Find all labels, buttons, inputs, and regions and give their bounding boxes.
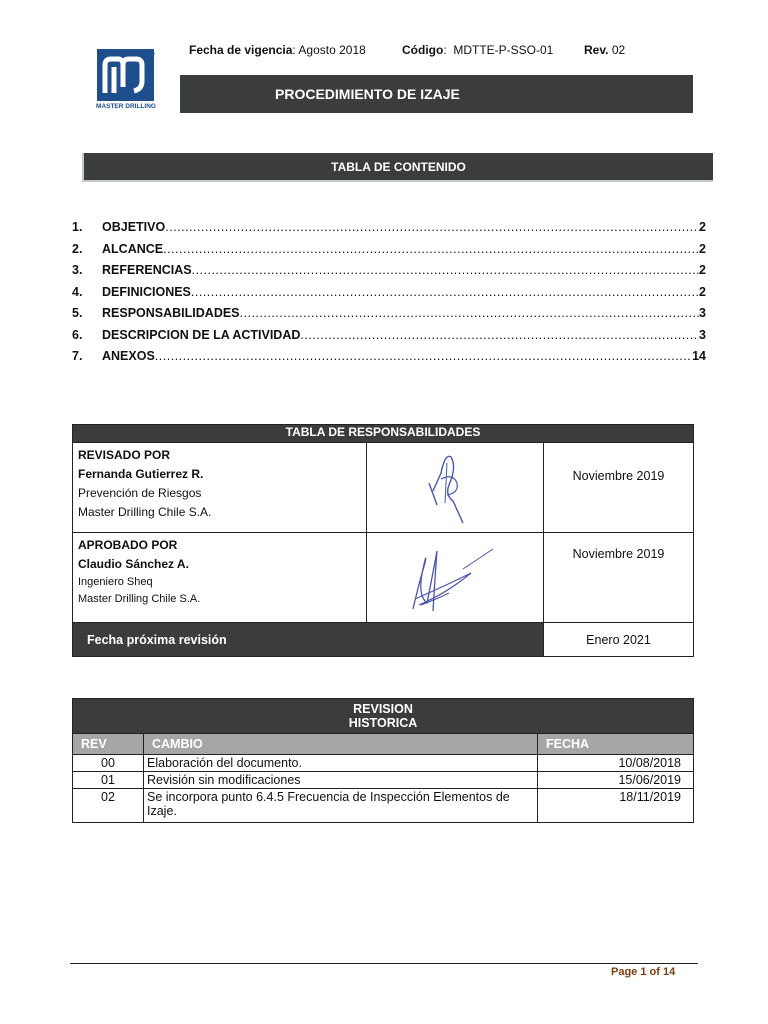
table-row	[73, 755, 694, 772]
col-fecha-header: FECHA	[538, 734, 694, 755]
toc-page: 2	[699, 284, 706, 299]
toc-label: ANEXOS	[102, 349, 155, 363]
toc-item-descripcion[interactable]	[72, 328, 706, 350]
vigencia-value: Agosto 2018	[298, 43, 366, 57]
toc-leader	[163, 242, 699, 256]
fecha-cell: 15/06/2019	[538, 772, 694, 789]
toc-num: 5.	[72, 306, 83, 320]
vigencia-field: Fecha de vigencia: Agosto 2018	[189, 43, 366, 57]
revisado-role: REVISADO POR	[78, 448, 171, 462]
toc-page: 3	[699, 327, 706, 342]
signature-aprobado-icon	[367, 533, 543, 619]
revisado-date: Noviembre 2019	[544, 443, 694, 533]
next-review-date: Enero 2021	[544, 623, 694, 657]
toc-item-anexos[interactable]	[72, 349, 706, 371]
col-rev-header: REV	[73, 734, 144, 755]
fecha-cell: 10/08/2018	[538, 755, 694, 772]
toc-item-referencias[interactable]	[72, 263, 706, 285]
cambio-cell: Se incorpora punto 6.4.5 Frecuencia de Inspección Elementos de Izaje.	[144, 789, 538, 823]
toc-label: OBJETIVO	[102, 220, 166, 234]
revisado-signature-cell	[367, 443, 544, 533]
table-row	[73, 789, 694, 823]
codigo-label: Código	[402, 43, 444, 57]
revisado-company: Master Drilling Chile S.A.	[78, 505, 212, 519]
revision-title-line1: REVISION	[353, 702, 413, 716]
toc-page: 3	[699, 306, 706, 320]
toc-leader	[191, 285, 699, 299]
revisado-area: Prevención de Riesgos	[78, 486, 202, 500]
table-of-contents	[72, 220, 706, 371]
toc-item-responsabilidades[interactable]	[72, 306, 706, 328]
toc-leader	[155, 349, 692, 363]
toc-title: TABLA DE CONTENIDO	[331, 159, 466, 174]
toc-title-bar	[82, 153, 713, 182]
rev-label: Rev.	[584, 43, 609, 57]
toc-num: 4.	[72, 284, 83, 299]
revision-history-table	[72, 698, 694, 823]
revision-header-row	[73, 734, 694, 755]
rev-cell: 01	[73, 772, 144, 789]
toc-page: 14	[692, 349, 706, 363]
rev-cell: 02	[73, 789, 144, 823]
aprobado-date: Noviembre 2019	[544, 533, 694, 623]
aprobado-cell	[73, 533, 367, 623]
toc-item-definiciones[interactable]	[72, 285, 706, 307]
revisado-name: Fernanda Gutierrez R.	[78, 467, 204, 481]
fecha-cell: 18/11/2019	[538, 789, 694, 823]
codigo-value: MDTTE-P-SSO-01	[453, 43, 554, 57]
document-title: PROCEDIMIENTO DE IZAJE	[275, 86, 460, 102]
toc-leader	[300, 328, 699, 342]
toc-label: DESCRIPCION DE LA ACTIVIDAD	[102, 327, 301, 342]
toc-label: RESPONSABILIDADES	[102, 306, 240, 320]
page-number: Page 1 of 14	[611, 966, 676, 978]
responsabilidades-table	[72, 424, 694, 657]
revision-title	[73, 699, 694, 734]
toc-num: 2.	[72, 241, 83, 256]
revision-title-line2: HISTORICA	[348, 716, 418, 730]
codigo-field: Código: MDTTE-P-SSO-01	[402, 43, 554, 57]
toc-item-alcance[interactable]	[72, 242, 706, 264]
aprobado-role: APROBADO POR	[78, 538, 178, 552]
toc-label: DEFINICIONES	[102, 284, 191, 299]
toc-leader	[192, 263, 699, 277]
toc-page: 2	[699, 241, 706, 256]
aprobado-company: Master Drilling Chile S.A.	[78, 593, 201, 605]
aprobado-name: Claudio Sánchez A.	[78, 557, 189, 571]
rev-value: 02	[611, 43, 626, 57]
cambio-cell: Elaboración del documento.	[144, 755, 538, 772]
table-row	[73, 772, 694, 789]
toc-item-objetivo[interactable]	[72, 220, 706, 242]
toc-num: 7.	[72, 349, 83, 363]
toc-num: 1.	[72, 220, 83, 234]
rev-cell: 00	[73, 755, 144, 772]
toc-num: 6.	[72, 327, 83, 342]
logo-text: MASTER DRILLING	[96, 103, 156, 110]
toc-num: 3.	[72, 263, 83, 277]
signature-revisado-icon	[367, 443, 543, 529]
toc-leader	[240, 306, 700, 320]
toc-label: REFERENCIAS	[102, 263, 192, 277]
next-review-label: Fecha próxima revisión	[73, 623, 544, 657]
rev-field	[584, 43, 625, 57]
col-cambio-header: CAMBIO	[144, 734, 538, 755]
company-logo	[96, 47, 156, 115]
document-title-bar	[180, 75, 693, 113]
toc-page: 2	[699, 263, 706, 277]
vigencia-label: Fecha de vigencia	[189, 43, 293, 57]
aprobado-signature-cell	[367, 533, 544, 623]
cambio-cell: Revisión sin modificaciones	[144, 772, 538, 789]
resp-table-title: TABLA DE RESPONSABILIDADES	[73, 425, 694, 443]
revisado-cell	[73, 443, 367, 533]
toc-label: ALCANCE	[102, 241, 164, 256]
toc-leader	[165, 220, 699, 234]
svg-text:TM: TM	[149, 51, 155, 56]
aprobado-area: Ingeniero Sheq	[78, 576, 153, 588]
toc-page: 2	[699, 220, 706, 234]
footer-divider	[70, 963, 698, 964]
